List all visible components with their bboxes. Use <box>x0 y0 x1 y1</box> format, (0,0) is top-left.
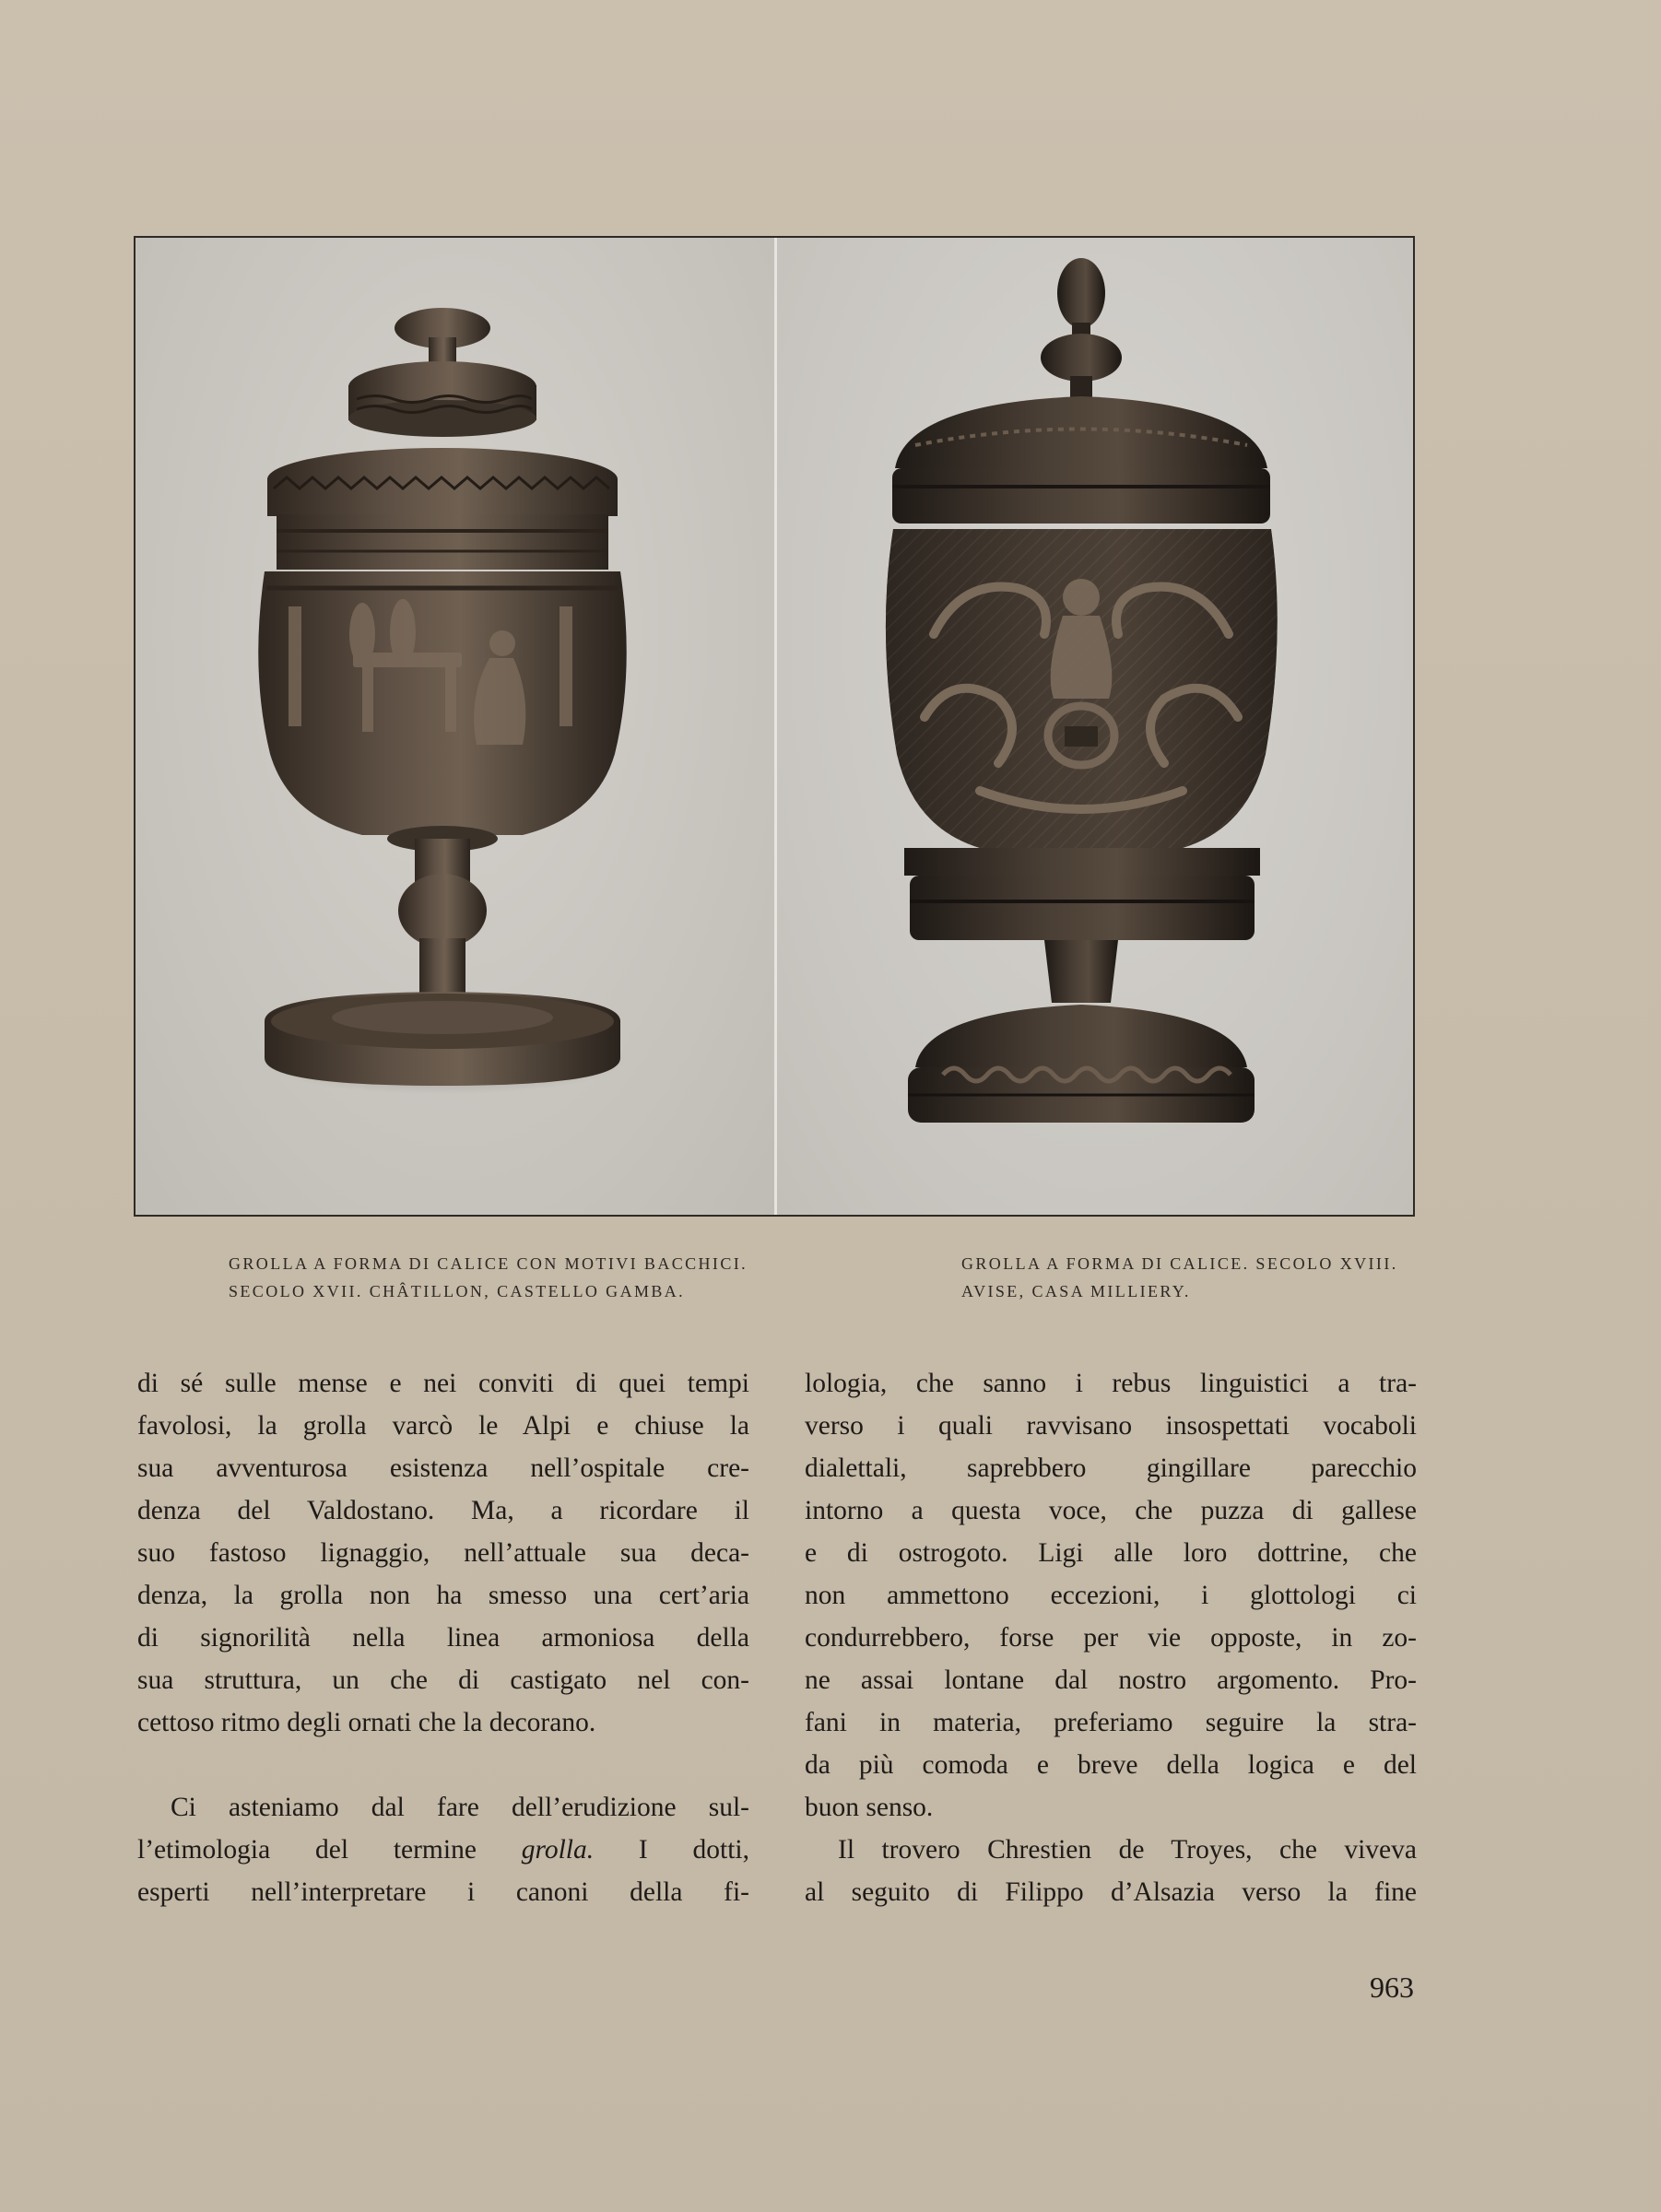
calyx-grolla-lidded-icon <box>777 238 1415 1217</box>
text-line: ne assai lontane dal nostro argomento. Pro- <box>805 1665 1417 1695</box>
text-line: fani in materia, preferiamo seguire la stra- <box>805 1708 1417 1737</box>
figure-left-caption <box>229 1250 748 1305</box>
photo-plate <box>134 236 1415 1217</box>
text-line: di sé sulle mense e nei conviti di quei tempi <box>137 1369 749 1398</box>
text-run: l’etimologia del termine <box>137 1835 522 1865</box>
text-line: denza, la grolla non ha smesso una cert’aria <box>137 1581 749 1610</box>
text-line: esperti nell’interpretare i canoni della fi- <box>137 1877 749 1907</box>
text-line: e di ostrogoto. Ligi alle loro dottrine, che <box>805 1538 1417 1568</box>
caption-line: GROLLA A FORMA DI CALICE CON MOTIVI BACCHICI. <box>229 1254 748 1273</box>
text-column-left <box>137 1362 749 1913</box>
text-line: denza del Valdostano. Ma, a ricordare il <box>137 1496 749 1525</box>
text-line: non ammettono eccezioni, i glottologi ci <box>805 1581 1417 1610</box>
figure-left-photo <box>135 238 775 1215</box>
figure-right-caption <box>961 1250 1398 1305</box>
text-line: sua avventurosa esistenza nell’ospitale cre- <box>137 1453 749 1483</box>
text-line: Ci asteniamo dal fare dell’erudizione sul- <box>171 1793 749 1822</box>
text-line: di signorilità nella linea armoniosa della <box>137 1623 749 1653</box>
text-line: intorno a questa voce, che puzza di gallese <box>805 1496 1417 1525</box>
italic-term: grolla. <box>521 1835 595 1865</box>
page-number: 963 <box>1370 1971 1414 2004</box>
text-line: lologia, che sanno i rebus linguistici a tra- <box>805 1369 1417 1398</box>
text-line: sua struttura, un che di castigato nel con- <box>137 1665 749 1695</box>
caption-line: SECOLO XVII. CHÂTILLON, CASTELLO GAMBA. <box>229 1282 686 1300</box>
text-line: condurrebbero, forse per vie opposte, in zo- <box>805 1623 1417 1653</box>
text-line: dialettali, saprebbero gingillare parecchio <box>805 1453 1417 1483</box>
calyx-grolla-bacchic-motifs-icon <box>135 238 775 1217</box>
text-run: I dotti, <box>594 1835 749 1865</box>
text-line: suo fastoso lignaggio, nell’attuale sua deca- <box>137 1538 749 1568</box>
text-line: da più comoda e breve della logica e del <box>805 1750 1417 1780</box>
caption-line: GROLLA A FORMA DI CALICE. SECOLO XVIII. <box>961 1254 1398 1273</box>
text-line: favolosi, la grolla varcò le Alpi e chiuse la <box>137 1411 749 1441</box>
text-column-right <box>805 1362 1417 1913</box>
text-line: cettoso ritmo degli ornati che la decorano. <box>137 1708 596 1737</box>
text-line: buon senso. <box>805 1793 934 1822</box>
text-line: al seguito di Filippo d’Alsazia verso la fine <box>805 1877 1417 1907</box>
caption-line: AVISE, CASA MILLIERY. <box>961 1282 1191 1300</box>
text-line: verso i quali ravvisano insospettati vocaboli <box>805 1411 1417 1441</box>
figure-right-photo <box>777 238 1415 1215</box>
lid-finial <box>1057 258 1105 328</box>
text-line-with-italic <box>137 1829 749 1871</box>
text-line: Il trovero Chrestien de Troyes, che viveva <box>838 1835 1417 1865</box>
